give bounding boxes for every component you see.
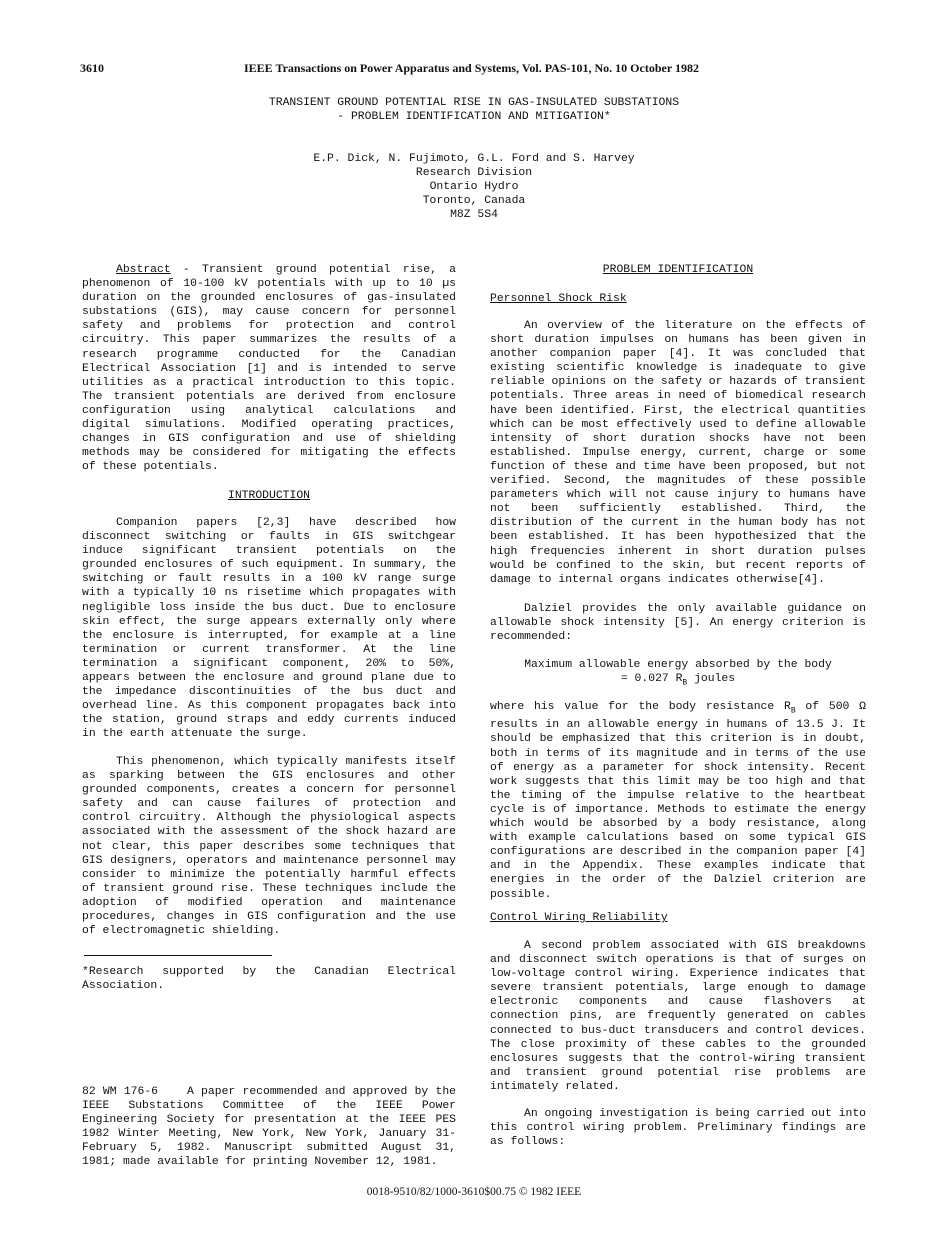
equation-line-2: = 0.027 $R_B$ joules [620,673,736,688]
introduction-paragraph-1 [82,516,456,742]
introduction-p2-text: This phenomenon, which typically manifests itself as sparking between the GIS enclosures and other grounded components, creates a concern for personnel safety and can cause failures of protection and control circuitry. Although the physiological aspects associated with the assessment of the shock hazard are not clear, this paper describes some techniques that GIS designers, operators and maintenance personnel may consider to minimize the potentially harmful effects of transient ground rise. These techniques include the adoption of modified operation and maintenance procedures, changes in GIS configuration and the use of electromagnetic shielding. [82,756,456,938]
introduction-paragraph-2 [82,755,456,938]
paper-note-text: A paper recommended and approved by the IEEE Substations Committee of the IEEE Power Engineering Society for presentation at the IEEE PES 1982 Winter Meeting, New York, New York, January 31-February 5, 1982. Manuscript submitted August 31, 1981; made available for printing November 12, 1981. [82,1086,456,1169]
title-line-1: TRANSIENT GROUND POTENTIAL RISE IN GAS-INSULATED SUBSTATIONS [268,97,680,109]
title-line-2: - PROBLEM IDENTIFICATION AND MITIGATION* [337,111,611,123]
problem-paragraph-5 [490,1107,866,1149]
copyright-footer: 0018-9510/82/1000-3610$00.75 © 1982 IEEE [366,1186,582,1198]
author-division: Research Division [415,167,533,179]
shock-risk-heading-text: Personnel Shock Risk [490,293,627,305]
author-names: E.P. Dick, N. Fujimoto, G.L. Ford and S. Harvey [313,153,635,165]
abstract-text: - Transient ground potential rise, a phenomenon of 10-100 kV potentials with up to 10 µs duration on the grounded enclosures of gas-insulated substations (GIS), may cause concern for personnel safety and problems for protection and control circuitry. This paper summarizes the results of a research programme conducted for the Canadian Electrical Association [1] and is intended to serve utilities as a practical introduction to this topic. The transient potentials are derived from enclosure configuration using analytical calculations and digital simulations. Modified operating practices, changes in GIS configuration and use of shielding methods may be considered for mitigating the effects of these potentials. [82,264,456,474]
journal-header: IEEE Transactions on Power Apparatus and Systems, Vol. PAS-101, No. 10 October 1982 [244,61,699,75]
problem-p4-text: A second problem associated with GIS breakdowns and disconnect switch operations is that of surges on low-voltage control wiring. Experience indicates that severe transient potentials, large enough to damage electronic components and cause flashovers at connection pins, are frequently generated on cables connected to bus-duct transducers and control devices. The close proximity of these cables to the grounded enclosures suggests that the control-wiring transient and transient ground potential rise problems are intimately related. [490,940,866,1093]
introduction-heading [82,489,456,503]
paper-note [82,1085,456,1170]
problem-heading [490,263,866,277]
abstract-label: Abstract [116,264,171,276]
problem-p2-text: Dalziel provides the only available guidance on allowable shock intensity [5]. An energy criterion is recommended: [490,603,866,644]
introduction-p1-text: Companion papers [2,3] have described how disconnect switching or faults in GIS switchgear induce significant transient potentials on the grounded enclosures of such equipment. In summary, the switching or fault results in a 100 kV range surge with a typically 10 ns risetime which propagates with negligible loss inside the bus duct. Due to enclosure skin effect, the surge appears externally only where the enclosure is interrupted, for example at a line termination or current transformer. At the line termination a significant component, 20% to 50%, appears between the enclosure and ground plane due to the impedance discontinuities of the bus duct and overhead line. As this component propagates back into the station, ground straps and eddy currents induced in the earth attenuate the surge. [82,517,456,741]
problem-p3-lead: where his value for the body resistance R [490,701,791,713]
footnote [82,965,456,993]
paper-note-code: 82 WM 176-6 [82,1086,159,1098]
author-org: Ontario Hydro [429,181,519,193]
problem-paragraph-4 [490,939,866,1094]
control-wiring-heading [490,911,866,925]
problem-p1-text: An overview of the literature on the effects of short duration impulses on humans has been given in another companion paper [4]. It was concluded that existing scientific knowledge is inadequate to give reliable opinions on the safety or hazards of transient potentials. Three areas in need of biomedical research have been identified. First, the electrical quantities which can be most effectively used to define allowable intensity of short duration shocks have not been established. Impulse energy, current, charge or some function of these and time have been proposed, but not verified. Second, the magnitudes of these possible parameters which will not cause injury to humans have not been sufficiently established. Third, the distribution of the current in the human body has not been established. It has been hypothesized that the high frequencies inherent in short duration pulses would be confined to the skin, but recent reports of damage to internal organs indicates otherwise[4]. [490,320,866,586]
control-wiring-heading-text: Control Wiring Reliability [490,912,668,924]
abstract [82,263,456,474]
problem-paragraph-1 [490,319,866,587]
introduction-heading-text: INTRODUCTION [227,490,311,502]
footnote-text: *Research supported by the Canadian Electrical Association. [82,966,456,993]
problem-p5-text: An ongoing investigation is being carried out into this control wiring problem. Preliminary findings are as follows: [490,1108,866,1149]
page-number: 3610 [80,61,104,75]
problem-paragraph-2 [490,602,866,644]
shock-risk-heading [490,292,866,306]
energy-equation [490,658,866,690]
footnote-rule [84,955,272,956]
problem-p3-text: of 500 Ω results in an allowable energy in humans of 13.5 J. It should be emphasized that this criterion is in doubt, both in terms of its magnitude and in terms of the use of energy as a parameter for shock intensity. Recent work suggests that this limit may be too high and that the timing of the impulse relative to the heartbeat cycle is of importance. Methods to estimate the energy which would be absorbed by a body resistance, along with example calculations based on some typical GIS configurations are described in the companion paper [4] and in the Appendix. These examples indicate that energies in the order of the Dalziel criterion are possible. [490,701,866,901]
equation-line-1: Maximum allowable energy absorbed by the body [524,659,832,671]
author-postal: M8Z 5S4 [450,209,498,221]
problem-heading-text: PROBLEM IDENTIFICATION [602,264,754,276]
author-block [0,152,948,222]
paper-title [0,96,948,124]
author-city: Toronto, Canada [422,195,526,207]
problem-paragraph-3: where his value for the body resistance $R_B$ of 500 Ω results in an allowable energy in humans of 13.5 J. It should be emphasized that this criterion is in doubt, both in terms of its magnitude and in terms of the use of energy as a parameter for shock intensity. Recent work suggests that this limit may be too high and that the timing of the impulse relative to the heartbeat cycle is of importance. Methods to estimate the energy which would be absorbed by a body resistance, along with example calculations based on some typical GIS configurations are described in the companion paper [4] and in the Appendix. These examples indicate that energies in the order of the Dalziel criterion are possible. [490,701,866,901]
